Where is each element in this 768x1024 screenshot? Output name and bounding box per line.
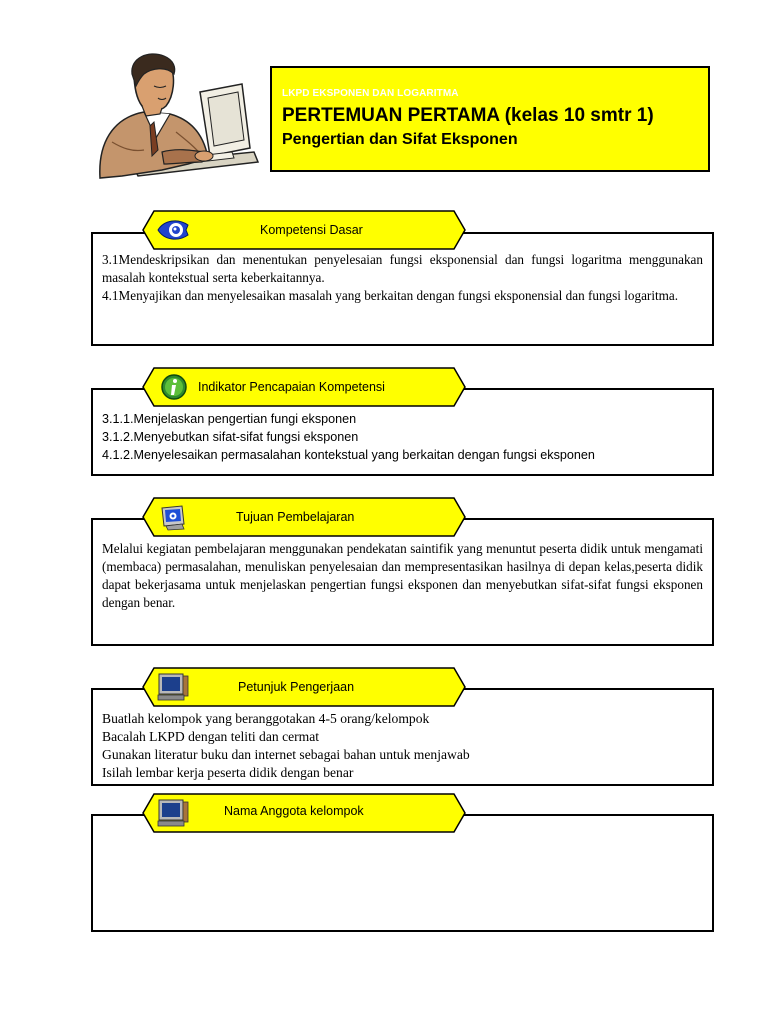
anggota-banner [142,793,466,833]
tujuan-banner [142,497,466,537]
tujuan-text: Melalui kegiatan pembelajaran menggunakan pendekatan saintifik yang menuntut peserta didik untuk mengamati (membaca) permasalahan, menuliskan penyelesaian dan mempresentasikan hasilnya di depan kelas,peserta didik dapat bekerjasama untuk menjelaskan pengertian fungsi eksponen dan menyebutkan sifat-sifat fungsi eksponen dengan benar. [102,541,703,610]
indikator-item: 4.1.2.Menyelesaikan permasalahan kontekstual yang berkaitan dengan fungsi eksponen [102,448,595,462]
anggota-heading: Nama Anggota kelompok [224,804,364,818]
eye-icon [156,215,190,245]
indikator-item: 3.1.2.Menyebutkan sifat-sifat fungsi eksponen [102,430,359,444]
computer-icon [156,798,190,828]
kompetensi-banner [142,210,466,250]
petunjuk-item: Buatlah kelompok yang beranggotakan 4-5 orang/kelompok [102,711,430,726]
kompetensi-heading: Kompetensi Dasar [260,223,363,237]
title-box [270,66,710,172]
computer-icon [156,672,190,702]
indikator-banner [142,367,466,407]
topic-title: Pengertian dan Sifat Eksponen [282,131,518,148]
tujuan-box [91,518,714,646]
petunjuk-item: Gunakan literatur buku dan internet sebagai bahan untuk menjawab [102,747,470,762]
worksheet-label: LKPD EKSPONEN DAN LOGARITMA [282,88,459,99]
meeting-title: PERTEMUAN PERTAMA (kelas 10 smtr 1) [282,105,654,126]
computer-screen-icon [156,502,190,532]
kompetensi-item: 4.1Menyajikan dan menyelesaikan masalah yang berkaitan dengan fungsi eksponensial dan fungsi logaritma. [102,288,679,303]
info-icon [156,372,190,402]
indikator-item: 3.1.1.Menjelaskan pengertian fungi eksponen [102,412,357,426]
petunjuk-banner [142,667,466,707]
petunjuk-item: Bacalah LKPD dengan teliti dan cermat [102,729,320,744]
tujuan-heading: Tujuan Pembelajaran [236,510,355,524]
indikator-heading: Indikator Pencapaian Kompetensi [198,380,385,394]
petunjuk-item: Isilah lembar kerja peserta didik dengan benar [102,765,354,780]
petunjuk-heading: Petunjuk Pengerjaan [238,680,355,694]
person-at-computer-clipart [92,52,260,180]
kompetensi-item: 3.1Mendeskripsikan dan menentukan penyelesaian fungsi eksponensial dan fungsi logaritma menggunakan masalah kontekstual serta keberkaitannya. [102,252,703,285]
